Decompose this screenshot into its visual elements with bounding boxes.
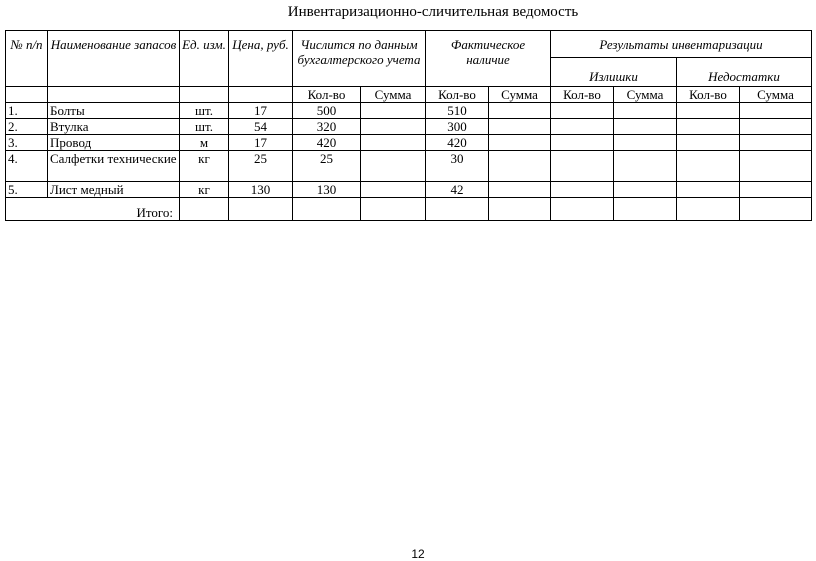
- total-cell: [489, 198, 551, 221]
- table-row: [6, 103, 812, 119]
- subheader-blank: [6, 87, 48, 103]
- document-title: Инвентаризационно-сличительная ведомость: [287, 4, 579, 20]
- row-surplus-sum: [614, 119, 677, 135]
- header-price: Цена, руб.: [229, 31, 293, 87]
- row-actual-qty: 420: [426, 135, 489, 151]
- row-surplus-qty: [551, 119, 614, 135]
- row-shortage-sum: [740, 119, 812, 135]
- row-book-qty: 25: [293, 151, 361, 182]
- header-num: № п/п: [6, 31, 48, 87]
- table-row: [6, 135, 812, 151]
- row-price: 54: [229, 119, 293, 135]
- header-shortage: Недостатки: [677, 58, 812, 87]
- header-book: Числится по данным бухгалтерского учета: [293, 31, 426, 87]
- row-surplus-sum: [614, 135, 677, 151]
- row-name: Провод: [48, 135, 180, 151]
- subheader-blank: [48, 87, 180, 103]
- row-name: Болты: [48, 103, 180, 119]
- row-price: 17: [229, 135, 293, 151]
- row-surplus-qty: [551, 135, 614, 151]
- total-label: Итого:: [6, 198, 180, 221]
- row-name: Салфетки технические: [48, 151, 180, 182]
- subheader-actual-qty: Кол-во: [426, 87, 489, 103]
- subheader-surplus-sum: Сумма: [614, 87, 677, 103]
- subheader-shortage-sum: Сумма: [740, 87, 812, 103]
- header-name: Наименование запасов: [48, 31, 180, 87]
- row-shortage-sum: [740, 182, 812, 198]
- table-row: [6, 151, 812, 182]
- row-shortage-qty: [677, 119, 740, 135]
- row-book-qty: 420: [293, 135, 361, 151]
- inventory-table: [5, 30, 812, 221]
- header-results: Результаты инвентаризации: [551, 31, 812, 58]
- row-num: 2.: [6, 119, 48, 135]
- row-shortage-qty: [677, 135, 740, 151]
- row-book-sum: [361, 135, 426, 151]
- row-shortage-qty: [677, 182, 740, 198]
- row-actual-sum: [489, 103, 551, 119]
- header-surplus: Излишки: [551, 58, 677, 87]
- row-name: Втулка: [48, 119, 180, 135]
- header-actual: Фактическое наличие: [426, 31, 551, 87]
- subheader-blank: [229, 87, 293, 103]
- row-shortage-qty: [677, 151, 740, 182]
- row-surplus-sum: [614, 151, 677, 182]
- row-price: 25: [229, 151, 293, 182]
- row-unit: кг: [180, 151, 229, 182]
- total-cell: [180, 198, 229, 221]
- row-actual-sum: [489, 119, 551, 135]
- total-cell: [614, 198, 677, 221]
- row-actual-sum: [489, 182, 551, 198]
- row-num: 4.: [6, 151, 48, 182]
- total-cell: [229, 198, 293, 221]
- row-book-sum: [361, 182, 426, 198]
- subheader-book-qty: Кол-во: [293, 87, 361, 103]
- subheader-blank: [180, 87, 229, 103]
- header-unit: Ед. изм.: [180, 31, 229, 87]
- row-name: Лист медный: [48, 182, 180, 198]
- row-surplus-qty: [551, 103, 614, 119]
- row-num: 3.: [6, 135, 48, 151]
- header-row-1: [6, 31, 812, 58]
- row-book-sum: [361, 103, 426, 119]
- row-actual-qty: 300: [426, 119, 489, 135]
- table-row: [6, 182, 812, 198]
- total-row: [6, 198, 812, 221]
- row-surplus-sum: [614, 182, 677, 198]
- row-shortage-sum: [740, 151, 812, 182]
- row-actual-sum: [489, 151, 551, 182]
- row-book-qty: 500: [293, 103, 361, 119]
- total-cell: [740, 198, 812, 221]
- total-cell: [426, 198, 489, 221]
- row-book-sum: [361, 119, 426, 135]
- total-cell: [361, 198, 426, 221]
- row-unit: шт.: [180, 119, 229, 135]
- total-cell: [293, 198, 361, 221]
- row-shortage-sum: [740, 103, 812, 119]
- subheader-actual-sum: Сумма: [489, 87, 551, 103]
- row-price: 130: [229, 182, 293, 198]
- page-number: 12: [411, 547, 425, 561]
- subheader-shortage-qty: Кол-во: [677, 87, 740, 103]
- subheader-surplus-qty: Кол-во: [551, 87, 614, 103]
- total-cell: [677, 198, 740, 221]
- row-num: 1.: [6, 103, 48, 119]
- row-unit: шт.: [180, 103, 229, 119]
- subheader-book-sum: Сумма: [361, 87, 426, 103]
- table-row: [6, 119, 812, 135]
- row-price: 17: [229, 103, 293, 119]
- row-book-sum: [361, 151, 426, 182]
- subheader-row: [6, 87, 812, 103]
- total-cell: [551, 198, 614, 221]
- row-shortage-sum: [740, 135, 812, 151]
- row-actual-sum: [489, 135, 551, 151]
- row-num: 5.: [6, 182, 48, 198]
- row-unit: м: [180, 135, 229, 151]
- row-book-qty: 130: [293, 182, 361, 198]
- row-surplus-sum: [614, 103, 677, 119]
- row-shortage-qty: [677, 103, 740, 119]
- row-surplus-qty: [551, 151, 614, 182]
- row-actual-qty: 30: [426, 151, 489, 182]
- row-actual-qty: 510: [426, 103, 489, 119]
- row-surplus-qty: [551, 182, 614, 198]
- row-actual-qty: 42: [426, 182, 489, 198]
- row-unit: кг: [180, 182, 229, 198]
- row-book-qty: 320: [293, 119, 361, 135]
